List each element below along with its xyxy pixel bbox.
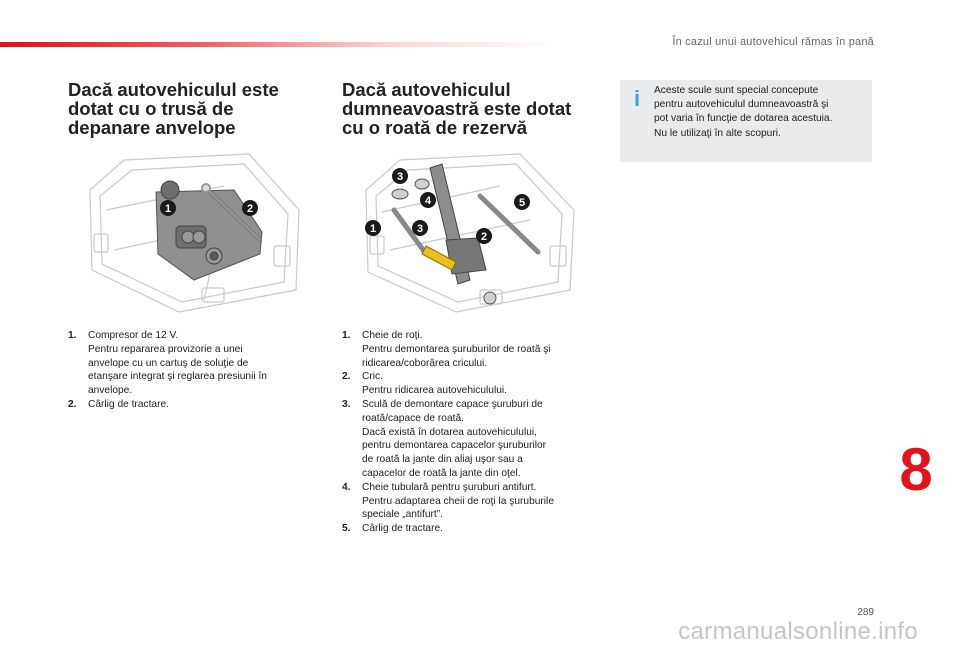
item-line: Cheie tubulară pentru şuruburi antifurt.: [362, 481, 537, 493]
left-title-line: dotat cu o trusă de: [68, 98, 234, 119]
header-accent-bar: [0, 42, 560, 47]
left-title: [68, 80, 318, 137]
item-line: Dacă există în dotarea autovehiculului,: [362, 426, 537, 438]
chapter-title: În cazul unui autovehicul rămas în pană: [672, 36, 874, 48]
list-item: [342, 398, 612, 481]
left-title-line: Dacă autovehiculul este: [68, 79, 279, 100]
item-line: Cârlig de tractare.: [88, 398, 169, 410]
middle-title-line: Dacă autovehiculul: [342, 79, 511, 100]
middle-title-line: cu o roată de rezervă: [342, 117, 528, 138]
callout-5: [514, 194, 530, 210]
item-number: 3.: [342, 398, 351, 410]
item-number: 1.: [342, 330, 351, 341]
list-item: [342, 481, 612, 522]
item-line: Cârlig de tractare.: [362, 523, 443, 535]
item-line: capacelor de roată la jante din oţel.: [362, 467, 521, 479]
item-number: 5.: [342, 523, 351, 535]
svg-text:1: 1: [369, 223, 377, 235]
callout-2: [476, 228, 492, 244]
info-line: Nu le utilizaţi în alte scopuri.: [654, 127, 781, 139]
item-line: roată/capace de roată.: [362, 412, 464, 424]
list-item: [68, 329, 318, 398]
item-number: 2.: [342, 371, 351, 383]
svg-text:3: 3: [396, 171, 404, 183]
middle-item-list: [342, 329, 612, 536]
item-line: pentru demontarea capacelor şuruburilor: [362, 440, 547, 452]
item-number: 2.: [68, 398, 77, 410]
list-item: [342, 370, 612, 398]
item-line: ridicarea/coborârea cricului.: [362, 357, 488, 369]
tire-repair-kit-drawing: [84, 150, 308, 316]
callout-3-bottom: [412, 220, 428, 236]
list-item: [68, 398, 318, 412]
callout-1: [160, 200, 176, 216]
spare-wheel-tools-illustration: [360, 150, 582, 316]
svg-text:3: 3: [416, 223, 424, 235]
svg-text:1: 1: [164, 203, 172, 215]
item-line: Cric.: [362, 371, 383, 383]
middle-title: [342, 80, 602, 137]
item-line: speciale „antifurt”.: [362, 509, 443, 521]
item-number: 4.: [342, 481, 351, 493]
item-line: Sculă de demontare capace şuruburi de: [362, 398, 543, 410]
info-note-text: [654, 84, 868, 141]
item-line: etanşare integrat şi reglarea presiunii în: [88, 371, 267, 383]
item-line: anvelope.: [88, 385, 133, 397]
list-item: [342, 522, 612, 536]
callout-1: [365, 220, 381, 236]
left-title-line: depanare anvelope: [68, 117, 236, 138]
item-line: de roată la jante din aliaj uşor sau a: [362, 454, 523, 466]
svg-text:2: 2: [246, 203, 254, 215]
spare-wheel-tools-drawing: [360, 150, 582, 316]
middle-title-line: dumneavoastră este dotat: [342, 98, 572, 119]
item-line: Cheie de roţi.: [362, 330, 423, 341]
chapter-number: 8: [899, 436, 933, 503]
page-number: 289: [857, 607, 874, 618]
left-item-list: [68, 329, 318, 412]
svg-text:4: 4: [424, 195, 432, 207]
item-line: Pentru repararea provizorie a unei: [88, 343, 243, 355]
tire-repair-kit-illustration: [84, 150, 308, 316]
svg-text:5: 5: [518, 197, 526, 209]
item-number: 1.: [68, 330, 77, 341]
info-line: Aceste scule sunt special concepute: [654, 85, 819, 96]
callout-3-top: [392, 168, 408, 184]
watermark: carmanualsonline.info: [678, 618, 918, 645]
item-line: Compresor de 12 V.: [88, 330, 179, 341]
info-line: pot varia în funcţie de dotarea acestuia.: [654, 113, 833, 125]
info-line: pentru autovehiculul dumneavoastră şi: [654, 99, 829, 111]
item-line: Pentru adaptarea cheii de roţi la şuruburile: [362, 495, 554, 507]
callout-2: [242, 200, 258, 216]
item-line: anvelope cu un cartuş de soluţie de: [88, 357, 249, 369]
item-line: Pentru demontarea şuruburilor de roată şi: [362, 343, 551, 355]
info-icon: i: [633, 86, 641, 111]
info-note-box: [620, 80, 872, 162]
list-item: [342, 329, 612, 370]
item-line: Pentru ridicarea autovehiculului.: [362, 385, 507, 397]
callout-4: [420, 192, 436, 208]
svg-text:2: 2: [480, 231, 488, 243]
